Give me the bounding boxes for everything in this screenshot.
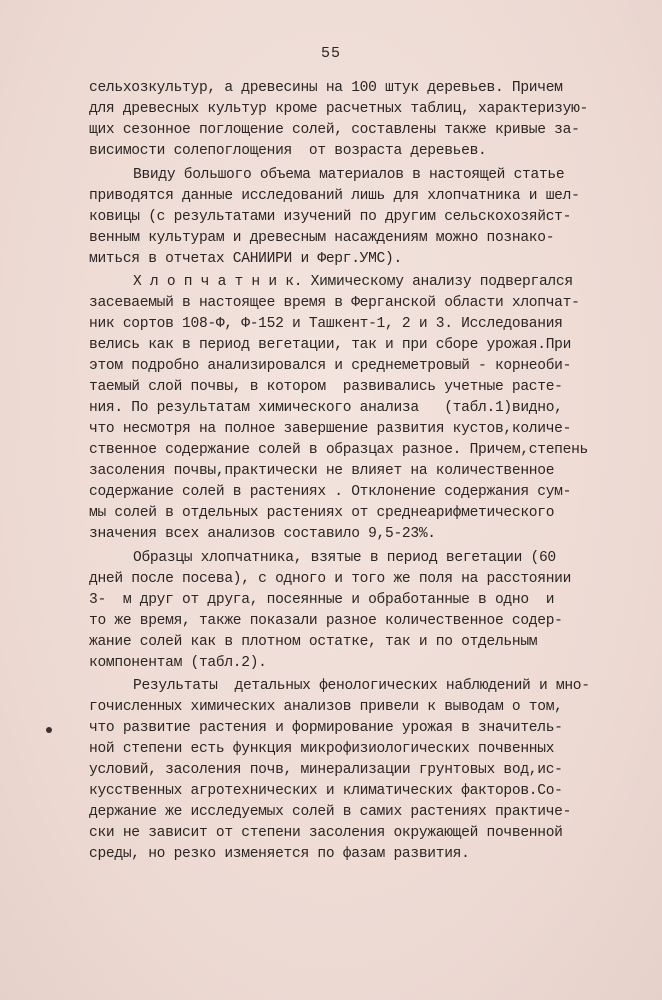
text-line: этом подробно анализировался и среднеметровый - корнеоби- bbox=[89, 358, 572, 374]
text-line: мы солей в отдельных растениях от среднеарифметического bbox=[89, 505, 555, 521]
text-line: компонентам (табл.2). bbox=[89, 655, 267, 671]
text-line: кусственных агротехнических и климатических факторов.Со- bbox=[89, 783, 563, 799]
margin-ink-dot bbox=[46, 727, 52, 733]
text-line: среды, но резко изменяется по фазам развития. bbox=[89, 846, 470, 862]
text-line: 3- м друг от друга, посеянные и обработанные в одно и bbox=[89, 592, 555, 608]
text-line: ственное содержание солей в образцах разное. Причем,степень bbox=[89, 442, 589, 458]
text-line: жание солей как в плотном остатке, так и по отдельным bbox=[89, 634, 538, 650]
text-line: Образцы хлопчатника, взятые в период вегетации (60 bbox=[133, 550, 556, 566]
text-line: ния. По результатам химического анализа (табл.1)видно, bbox=[89, 400, 563, 416]
text-line: Х л о п ч а т н и к. Химическому анализу подвергался bbox=[133, 274, 573, 290]
text-line: засоления почвы,практически не влияет на количественное bbox=[89, 463, 555, 479]
text-line: ник сортов 108-Ф, Ф-152 и Ташкент-1, 2 и 3. Исследования bbox=[89, 316, 563, 332]
text-line: висимости солепоглощения от возраста деревьев. bbox=[89, 143, 487, 159]
text-line: миться в отчетах САНИИРИ и Ферг.УМС). bbox=[89, 251, 402, 267]
text-line: для древесных культур кроме расчетных таблиц, характеризую- bbox=[89, 101, 589, 117]
text-line: Результаты детальных фенологических наблюдений и мно- bbox=[133, 678, 590, 694]
text-line: гочисленных химических анализов привели к выводам о том, bbox=[89, 699, 563, 715]
text-line: Ввиду большого объема материалов в настоящей статье bbox=[133, 167, 565, 183]
text-line: приводятся данные исследований лишь для хлопчатника и шел- bbox=[89, 188, 580, 204]
text-line: таемый слой почвы, в котором развивались учетные расте- bbox=[89, 379, 563, 395]
text-line: венным культурам и древесным насаждениям можно познако- bbox=[89, 230, 555, 246]
text-line: дней после посева), с одного и того же поля на расстоянии bbox=[89, 571, 572, 587]
text-line: содержание солей в растениях . Отклонение содержания сум- bbox=[89, 484, 572, 500]
page-number: 55 bbox=[320, 45, 341, 62]
text-line: держание же исследуемых солей в самих растениях практиче- bbox=[89, 804, 572, 820]
text-line: засеваемый в настоящее время в Ферганской области хлопчат- bbox=[89, 295, 580, 311]
text-line: сельхозкультур, а древесины на 100 штук деревьев. Причем bbox=[89, 80, 563, 96]
text-line: ковицы (с результатами изучений по другим сельскохозяйст- bbox=[89, 209, 572, 225]
text-line: велись как в период вегетации, так и при сборе урожая.При bbox=[89, 337, 572, 353]
text-line: ски не зависит от степени засоления окружающей почвенной bbox=[89, 825, 563, 841]
text-line: что развитие растения и формирование урожая в значитель- bbox=[89, 720, 563, 736]
text-line: значения всех анализов составило 9,5-23%. bbox=[89, 526, 436, 542]
text-line: ной степени есть функция микрофизиологических почвенных bbox=[89, 741, 555, 757]
text-line: что несмотря на полное завершение развития кустов,количе- bbox=[89, 421, 572, 437]
text-line: то же время, также показали разное количественное содер- bbox=[89, 613, 563, 629]
text-line: условий, засоления почв, минерализации грунтовых вод,ис- bbox=[89, 762, 563, 778]
text-line: щих сезонное поглощение солей, составлены также кривые за- bbox=[89, 122, 580, 138]
